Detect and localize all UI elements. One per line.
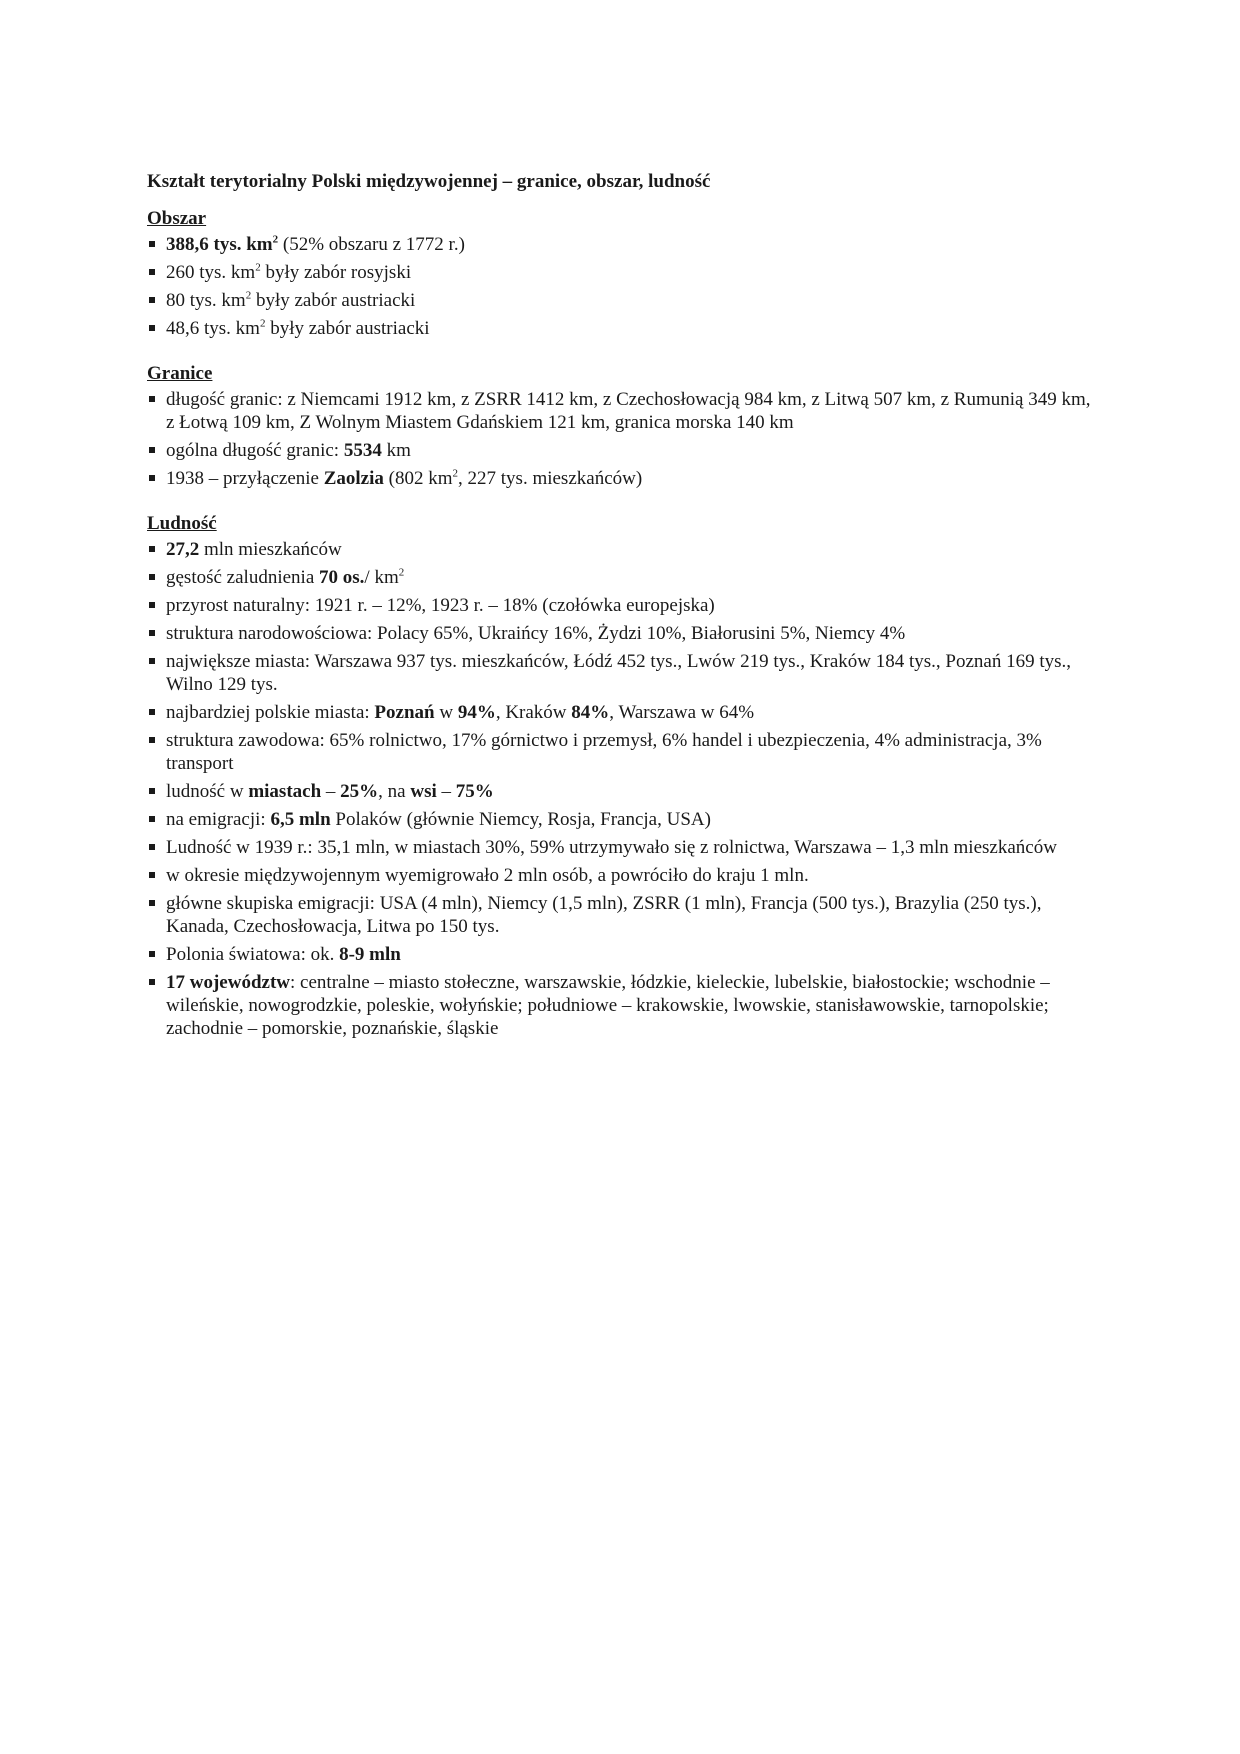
list-item (147, 808, 1097, 831)
text-run: , Warszawa w 64% (609, 702, 755, 723)
text-run: 388,6 tys. km (166, 234, 273, 255)
text-run: Ludność w 1939 r.: 35,1 mln, w miastach 30%, 59% utrzymywało się z rolnictwa, Warszawa – 1,3 mln mieszkańców (166, 837, 1057, 858)
list-item (147, 701, 1097, 724)
list-item (147, 836, 1097, 859)
text-run: 2 (255, 261, 261, 274)
text-run: 25% (340, 781, 379, 802)
text-run: Zaolzia (323, 468, 384, 489)
text-run: mln mieszkańców (199, 539, 342, 560)
text-run: 2 (452, 467, 459, 480)
text-run: Polonia światowa: ok. (166, 944, 340, 965)
text-run: 27,2 (166, 539, 200, 560)
list-item (147, 289, 1097, 312)
text-run: były zabór austriacki (265, 318, 430, 339)
list-item (147, 467, 1097, 490)
text-run: w okresie międzywojennym wyemigrowało 2 mln osób, a powróciło do kraju 1 mln. (166, 865, 809, 886)
text-run: (802 km (383, 468, 453, 489)
text-run: (52% obszaru z 1772 r.) (278, 234, 465, 255)
list-item (147, 943, 1097, 966)
text-run: długość granic: z Niemcami 1912 km, z ZSRR 1412 km, z Czechosłowacją 984 km, z Litwą 507 km, z Rumunią 349 km, z Łotwą 109 km, Z Wolnym Miastem Gdańskiem 121 km, granica morska 140 km (166, 389, 1091, 433)
text-run: 8-9 mln (339, 944, 401, 965)
text-run: / km (364, 567, 399, 588)
text-run: 6,5 mln (270, 809, 331, 830)
text-run: przyrost naturalny: 1921 r. – 12%, 1923 r. – 18% (czołówka europejska) (166, 595, 715, 616)
text-run: – (436, 781, 456, 802)
list-item (147, 780, 1097, 803)
text-run: były zabór austriacki (251, 290, 416, 311)
list-item (147, 439, 1097, 462)
text-run: Polaków (głównie Niemcy, Rosja, Francja, USA) (330, 809, 711, 830)
document-title: Kształt terytorialny Polski międzywojennej – granice, obszar, ludność (147, 171, 711, 192)
text-run: 84% (571, 702, 610, 723)
list-item (147, 538, 1097, 561)
text-run: główne skupiska emigracji: USA (4 mln), Niemcy (1,5 mln), ZSRR (1 mln), Francja (500 tys.), Brazylia (250 tys.), Kanada, Czechosłowacja, Litwa po 150 tys. (166, 893, 1042, 937)
text-run: , Kraków (495, 702, 572, 723)
list-item (147, 971, 1097, 1040)
text-run: 1938 – przyłączenie (166, 468, 324, 489)
text-run: najbardziej polskie miasta: (166, 702, 375, 723)
text-run: 94% (457, 702, 496, 723)
text-run: 70 os. (319, 567, 365, 588)
text-run: największe miasta: Warszawa 937 tys. mieszkańców, Łódź 452 tys., Lwów 219 tys., Kraków 184 tys., Poznań 169 tys., Wilno 129 tys. (166, 651, 1072, 695)
text-run: km (381, 440, 411, 461)
document-content (147, 170, 1097, 1062)
list-item (147, 594, 1097, 617)
text-run: wsi (410, 781, 437, 802)
text-run: 48,6 tys. km (166, 318, 260, 339)
list-item (147, 650, 1097, 696)
text-run: ogólna długość granic: (166, 440, 344, 461)
section-heading-ludność: Ludność (147, 513, 217, 534)
text-run: struktura narodowościowa: Polacy 65%, Ukraińcy 16%, Żydzi 10%, Białorusini 5%, Niemcy 4% (166, 623, 906, 644)
bullet-list (147, 388, 1097, 490)
text-run: ludność w (166, 781, 249, 802)
bullet-list (147, 538, 1097, 1040)
list-item (147, 317, 1097, 340)
list-item (147, 566, 1097, 589)
text-run: w (434, 702, 458, 723)
bullet-list (147, 233, 1097, 340)
list-item (147, 892, 1097, 938)
text-run: na emigracji: (166, 809, 271, 830)
text-run: , 227 tys. mieszkańców) (458, 468, 643, 489)
text-run: były zabór rosyjski (260, 262, 412, 283)
text-run: 2 (245, 289, 252, 302)
text-run: struktura zawodowa: 65% rolnictwo, 17% górnictwo i przemysł, 6% handel i ubezpieczenia, 4% administracja, 3% transport (166, 730, 1042, 774)
text-run: 75% (455, 781, 494, 802)
list-item (147, 729, 1097, 775)
list-item (147, 864, 1097, 887)
sections-container (147, 207, 1097, 1040)
list-item (147, 261, 1097, 284)
text-run: gęstość zaludnienia (166, 567, 320, 588)
list-item (147, 388, 1097, 434)
section-heading-obszar: Obszar (147, 208, 207, 229)
text-run: , na (378, 781, 411, 802)
text-run: 2 (398, 566, 405, 579)
list-item (147, 233, 1097, 256)
text-run: 80 tys. km (166, 290, 246, 311)
text-run: – (321, 781, 341, 802)
text-run: 2 (259, 317, 266, 330)
text-run: miastach (248, 781, 322, 802)
text-run: 2 (272, 233, 279, 246)
text-run: Poznań (374, 702, 435, 723)
text-run: 17 województw (166, 972, 291, 993)
text-run: : centralne – miasto stołeczne, warszawskie, łódzkie, kieleckie, lubelskie, białostockie; wschodnie – wileńskie, nowogrodzkie, poleskie, wołyńskie; południowe – krakowskie, lwowskie, stanisławowskie, tarnopolskie; zachodnie – pomorskie, poznańskie, śląskie (166, 972, 1050, 1039)
text-run: 5534 (343, 440, 382, 461)
section-heading-granice: Granice (147, 363, 213, 384)
list-item (147, 622, 1097, 645)
text-run: 260 tys. km (166, 262, 256, 283)
